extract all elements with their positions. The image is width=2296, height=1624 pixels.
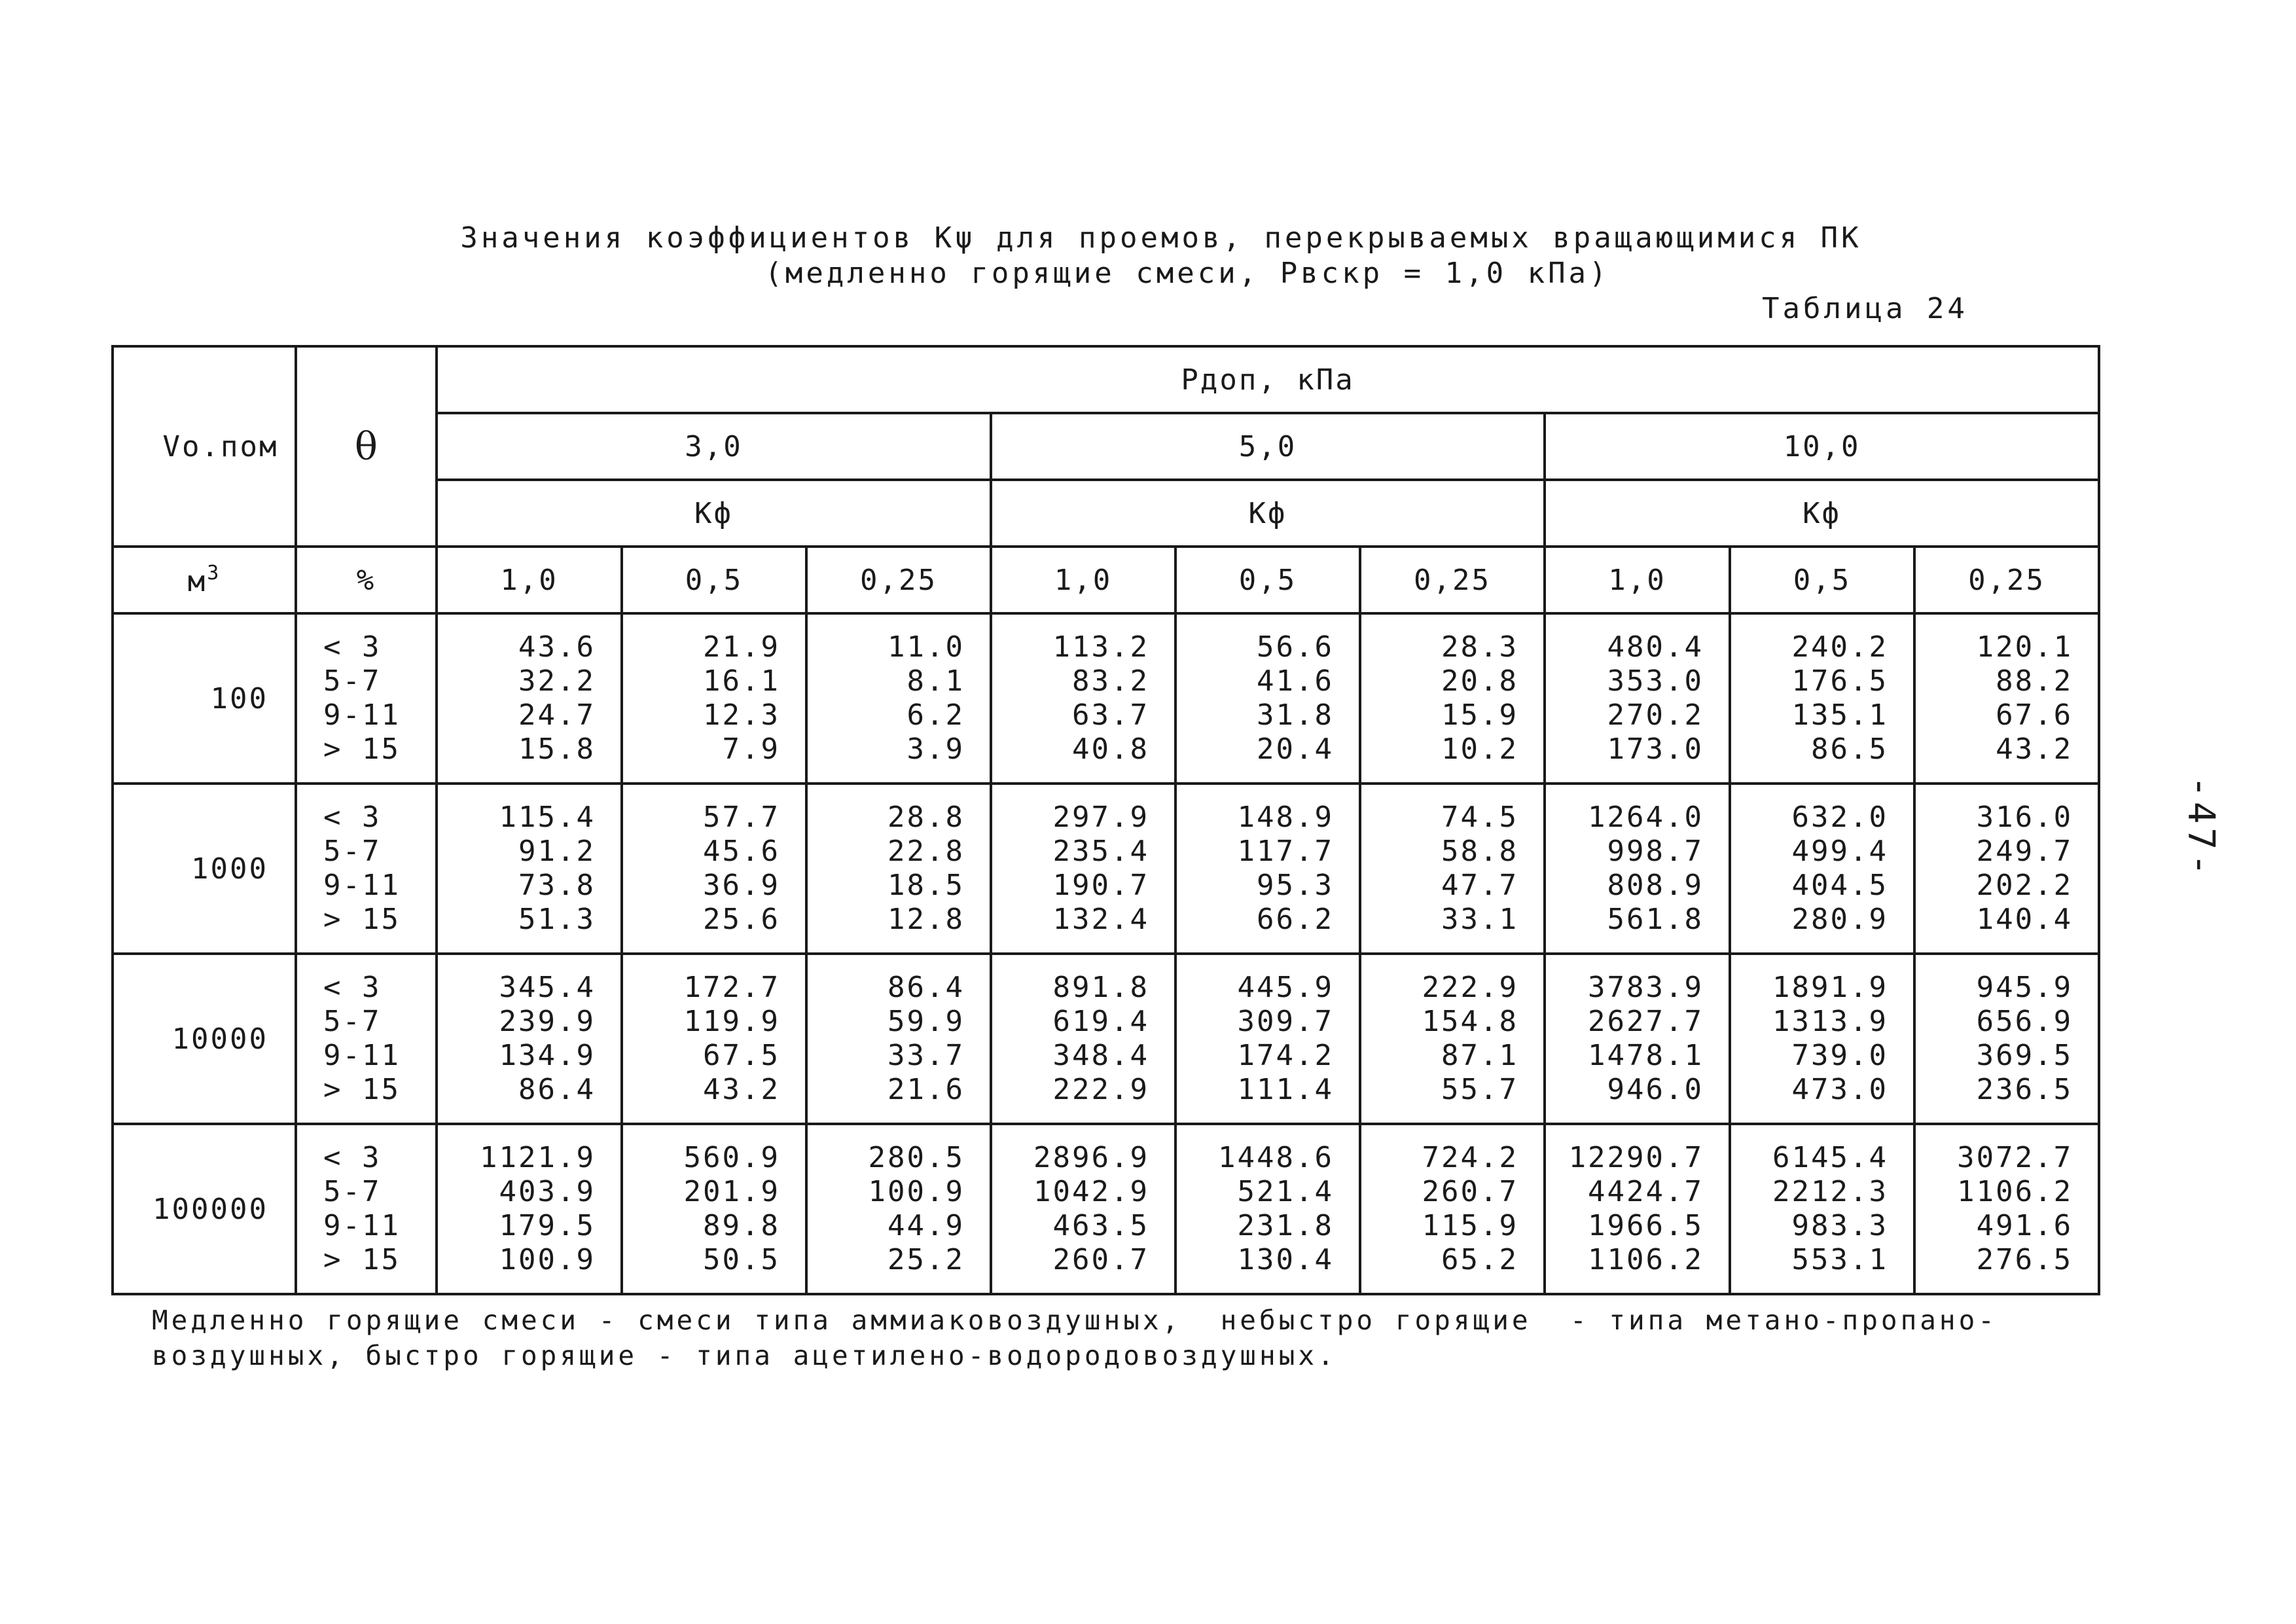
coefficient-value: 201.9	[683, 1175, 780, 1208]
coefficient-value: 111.4	[1237, 1073, 1334, 1106]
coefficient-cell	[1730, 613, 1914, 784]
coefficient-value: 276.5	[1976, 1243, 2073, 1276]
coefficient-value: 7.9	[722, 732, 780, 766]
coefficient-value: 1106.2	[1588, 1243, 1704, 1276]
coefficient-value: 280.9	[1791, 903, 1888, 936]
coefficient-value: 86.4	[888, 971, 965, 1004]
coefficient-value: 73.8	[518, 869, 596, 902]
coefficient-value: 249.7	[1976, 835, 2073, 868]
coefficient-value: 40.8	[1072, 732, 1149, 766]
coefficient-value: 31.8	[1257, 698, 1334, 732]
coefficient-value: 50.5	[703, 1243, 780, 1276]
coefficient-value: 33.7	[888, 1039, 965, 1072]
theta-range: > 15	[323, 1243, 401, 1276]
coefficient-value: 945.9	[1976, 971, 2073, 1004]
coefficient-value: 74.5	[1441, 801, 1518, 834]
volume-value: 1000	[113, 784, 296, 954]
coefficient-value: 724.2	[1422, 1141, 1518, 1174]
coefficient-value: 117.7	[1237, 835, 1334, 868]
coefficient-value: 45.6	[703, 835, 780, 868]
coefficient-value: 15.9	[1441, 698, 1518, 732]
coefficient-value: 1042.9	[1033, 1175, 1149, 1208]
theta-range-cell	[296, 613, 437, 784]
coefficient-value: 25.2	[888, 1243, 965, 1276]
table-number-label: Таблица 24	[1762, 292, 1968, 325]
coefficient-value: 404.5	[1791, 869, 1888, 902]
coefficient-value: 297.9	[1052, 801, 1149, 834]
coefficient-value: 473.0	[1791, 1073, 1888, 1106]
coefficient-value: 134.9	[499, 1039, 596, 1072]
coefficient-value: 1966.5	[1588, 1209, 1704, 1242]
coefficient-cell	[806, 784, 991, 954]
coefficient-value: 4424.7	[1588, 1175, 1704, 1208]
coefficient-value: 270.2	[1607, 698, 1704, 732]
coefficient-value: 235.4	[1052, 835, 1149, 868]
coefficient-cell	[1730, 784, 1914, 954]
coefficient-value: 176.5	[1791, 664, 1888, 698]
coefficient-value: 1121.9	[480, 1141, 596, 1174]
coefficient-value: 190.7	[1052, 869, 1149, 902]
coefficient-value: 120.1	[1976, 630, 2073, 664]
theta-range: 9-11	[323, 869, 401, 902]
coefficient-value: 65.2	[1441, 1243, 1518, 1276]
coefficient-value: 3.9	[906, 732, 965, 766]
volume-unit-header	[113, 547, 296, 613]
coefficient-cell	[1914, 1124, 2099, 1294]
coefficient-value: 22.8	[888, 835, 965, 868]
table-row	[113, 613, 2099, 784]
coefficient-value: 43.2	[1996, 732, 2073, 766]
kf-value-header: 0,5	[1730, 547, 1914, 613]
coefficient-value: 348.4	[1052, 1039, 1149, 1072]
coefficient-value: 32.2	[518, 664, 596, 698]
table-subtitle: (медленно горящие смеси, Рвскр = 1,0 кПа)	[764, 257, 1610, 290]
coefficient-value: 1313.9	[1772, 1005, 1888, 1038]
coefficient-value: 21.6	[888, 1073, 965, 1106]
volume-value: 10000	[113, 954, 296, 1124]
coefficient-value: 739.0	[1791, 1039, 1888, 1072]
coefficient-value: 499.4	[1791, 835, 1888, 868]
kf-value-header: 0,5	[1175, 547, 1360, 613]
coefficient-value: 95.3	[1257, 869, 1334, 902]
coefficient-cell	[1914, 613, 2099, 784]
coefficient-value: 172.7	[683, 971, 780, 1004]
coefficient-value: 3072.7	[1957, 1141, 2073, 1174]
coefficient-value: 240.2	[1791, 630, 1888, 664]
coefficient-value: 173.0	[1607, 732, 1704, 766]
coefficient-value: 12.3	[703, 698, 780, 732]
coefficient-value: 480.4	[1607, 630, 1704, 664]
coefficient-value: 998.7	[1607, 835, 1704, 868]
coefficient-value: 44.9	[888, 1209, 965, 1242]
coefficient-value: 148.9	[1237, 801, 1334, 834]
coefficient-value: 231.8	[1237, 1209, 1334, 1242]
coefficient-value: 463.5	[1052, 1209, 1149, 1242]
coefficient-value: 25.6	[703, 903, 780, 936]
kf-header: Kф	[991, 480, 1545, 547]
coefficient-value: 280.5	[868, 1141, 965, 1174]
coefficient-value: 115.4	[499, 801, 596, 834]
coefficient-value: 66.2	[1257, 903, 1334, 936]
coefficient-value: 1478.1	[1588, 1039, 1704, 1072]
coefficient-value: 89.8	[703, 1209, 780, 1242]
coefficient-cell	[1545, 784, 1730, 954]
coefficient-value: 353.0	[1607, 664, 1704, 698]
theta-header-cell	[296, 346, 437, 547]
coefficient-value: 11.0	[888, 630, 965, 664]
coefficient-value: 6.2	[906, 698, 965, 732]
coefficient-value: 154.8	[1422, 1005, 1518, 1038]
table-row	[113, 784, 2099, 954]
coefficient-value: 100.9	[868, 1175, 965, 1208]
kf-value-header: 0,25	[1360, 547, 1545, 613]
coefficient-value: 1448.6	[1218, 1141, 1334, 1174]
coefficient-value: 41.6	[1257, 664, 1334, 698]
coefficient-value: 12290.7	[1568, 1141, 1704, 1174]
coefficients-table	[111, 345, 2100, 1295]
coefficient-value: 51.3	[518, 903, 596, 936]
theta-range: 9-11	[323, 1039, 401, 1072]
coefficient-value: 58.8	[1441, 835, 1518, 868]
coefficient-value: 946.0	[1607, 1073, 1704, 1106]
coefficient-value: 10.2	[1441, 732, 1518, 766]
coefficient-value: 83.2	[1072, 664, 1149, 698]
coefficient-value: 561.8	[1607, 903, 1704, 936]
coefficient-cell	[1175, 613, 1360, 784]
coefficient-value: 891.8	[1052, 971, 1149, 1004]
kf-value-header: 0,5	[622, 547, 806, 613]
coefficient-value: 2627.7	[1588, 1005, 1704, 1038]
kf-header: Kф	[1545, 480, 2099, 547]
theta-range: 5-7	[323, 1005, 382, 1038]
pressure-header: 3,0	[437, 413, 991, 480]
coefficient-cell	[1545, 954, 1730, 1124]
coefficient-value: 63.7	[1072, 698, 1149, 732]
table-body	[113, 613, 2099, 1294]
footnote	[152, 1303, 2115, 1373]
theta-range: > 15	[323, 903, 401, 936]
coefficient-value: 202.2	[1976, 869, 2073, 902]
theta-range-cell	[296, 784, 437, 954]
coefficient-value: 86.4	[518, 1073, 596, 1106]
coefficient-cell	[806, 613, 991, 784]
theta-range: 9-11	[323, 1209, 401, 1242]
coefficient-cell	[1360, 784, 1545, 954]
coefficient-value: 28.8	[888, 801, 965, 834]
coefficient-value: 43.6	[518, 630, 596, 664]
coefficient-value: 316.0	[1976, 801, 2073, 834]
coefficient-value: 113.2	[1052, 630, 1149, 664]
volume-unit: м	[187, 565, 207, 598]
theta-range: < 3	[323, 630, 382, 664]
coefficient-cell	[1914, 784, 2099, 954]
coefficient-value: 632.0	[1791, 801, 1888, 834]
coefficient-value: 67.5	[703, 1039, 780, 1072]
coefficient-value: 309.7	[1237, 1005, 1334, 1038]
coefficient-cell	[1914, 954, 2099, 1124]
coefficient-value: 445.9	[1237, 971, 1334, 1004]
volume-value: 100000	[113, 1124, 296, 1294]
theta-header: θ	[355, 424, 378, 469]
coefficient-value: 21.9	[703, 630, 780, 664]
coefficient-value: 1106.2	[1957, 1175, 2073, 1208]
coefficient-cell	[1360, 954, 1545, 1124]
footnote-line: Медленно горящие смеси - смеси типа аммиаковоздушных, небыстро горящие - типа метано-пропано-	[152, 1305, 1998, 1336]
coefficient-cell	[1175, 1124, 1360, 1294]
coefficient-value: 119.9	[683, 1005, 780, 1038]
volume-header-cell	[113, 346, 296, 547]
coefficient-value: 236.5	[1976, 1073, 2073, 1106]
theta-range: 5-7	[323, 664, 382, 698]
coefficient-value: 57.7	[703, 801, 780, 834]
coefficient-value: 33.1	[1441, 903, 1518, 936]
coefficient-value: 91.2	[518, 835, 596, 868]
coefficient-value: 174.2	[1237, 1039, 1334, 1072]
theta-range-cell	[296, 1124, 437, 1294]
pressure-header: 10,0	[1545, 413, 2099, 480]
coefficient-cell	[437, 954, 622, 1124]
coefficient-value: 140.4	[1976, 903, 2073, 936]
coefficient-cell	[622, 954, 806, 1124]
coefficient-cell	[991, 1124, 1175, 1294]
coefficient-value: 43.2	[703, 1073, 780, 1106]
coefficient-cell	[991, 784, 1175, 954]
kf-value-header: 1,0	[1545, 547, 1730, 613]
coefficient-value: 8.1	[906, 664, 965, 698]
coefficient-value: 24.7	[518, 698, 596, 732]
coefficient-value: 369.5	[1976, 1039, 2073, 1072]
coefficient-cell	[1545, 613, 1730, 784]
coefficient-value: 20.4	[1257, 732, 1334, 766]
coefficient-value: 135.1	[1791, 698, 1888, 732]
coefficient-value: 1264.0	[1588, 801, 1704, 834]
theta-range: 5-7	[323, 835, 382, 868]
coefficient-value: 20.8	[1441, 664, 1518, 698]
coefficient-cell	[622, 613, 806, 784]
coefficient-value: 3783.9	[1588, 971, 1704, 1004]
kf-value-header: 0,25	[806, 547, 991, 613]
coefficient-cell	[437, 1124, 622, 1294]
coefficient-value: 132.4	[1052, 903, 1149, 936]
coefficient-cell	[437, 784, 622, 954]
coefficient-value: 67.6	[1996, 698, 2073, 732]
coefficient-value: 808.9	[1607, 869, 1704, 902]
kf-value-header: 1,0	[991, 547, 1175, 613]
coefficient-value: 239.9	[499, 1005, 596, 1038]
coefficient-cell	[806, 954, 991, 1124]
percent-header: %	[296, 547, 437, 613]
coefficient-value: 179.5	[499, 1209, 596, 1242]
coefficient-value: 1891.9	[1772, 971, 1888, 1004]
coefficient-value: 18.5	[888, 869, 965, 902]
coefficient-value: 656.9	[1976, 1005, 2073, 1038]
table-row	[113, 954, 2099, 1124]
theta-range: < 3	[323, 1141, 382, 1174]
table-title: Значения коэффициентов Kψ для проемов, перекрываемых вращающимися ПК	[460, 221, 1862, 255]
coefficient-value: 59.9	[888, 1005, 965, 1038]
coefficient-value: 260.7	[1422, 1175, 1518, 1208]
coefficient-value: 521.4	[1237, 1175, 1334, 1208]
coefficient-value: 28.3	[1441, 630, 1518, 664]
coefficient-cell	[806, 1124, 991, 1294]
coefficient-value: 222.9	[1422, 971, 1518, 1004]
coefficient-value: 88.2	[1996, 664, 2073, 698]
coefficient-value: 55.7	[1441, 1073, 1518, 1106]
page-number: -47-	[2179, 776, 2222, 880]
rdop-header: Рдоп, кПа	[437, 346, 2099, 413]
coefficient-cell	[1360, 613, 1545, 784]
coefficient-value: 47.7	[1441, 869, 1518, 902]
coefficient-value: 983.3	[1791, 1209, 1888, 1242]
theta-range: > 15	[323, 1073, 401, 1106]
coefficient-value: 2896.9	[1033, 1141, 1149, 1174]
table-row	[113, 1124, 2099, 1294]
coefficient-cell	[1545, 1124, 1730, 1294]
kf-header: Kф	[437, 480, 991, 547]
coefficient-cell	[1175, 954, 1360, 1124]
coefficient-value: 12.8	[888, 903, 965, 936]
theta-range: < 3	[323, 801, 382, 834]
coefficient-value: 16.1	[703, 664, 780, 698]
coefficient-value: 560.9	[683, 1141, 780, 1174]
coefficient-value: 491.6	[1976, 1209, 2073, 1242]
coefficient-value: 619.4	[1052, 1005, 1149, 1038]
kf-value-header: 1,0	[437, 547, 622, 613]
coefficient-value: 36.9	[703, 869, 780, 902]
volume-unit-exponent: 3	[207, 562, 221, 585]
footnote-line: воздушных, быстро горящие - типа ацетилено-водородовоздушных.	[152, 1340, 1337, 1371]
coefficient-cell	[1175, 784, 1360, 954]
coefficient-value: 86.5	[1811, 732, 1888, 766]
coefficient-value: 2212.3	[1772, 1175, 1888, 1208]
coefficient-value: 130.4	[1237, 1243, 1334, 1276]
coefficient-cell	[622, 784, 806, 954]
coefficient-value: 15.8	[518, 732, 596, 766]
coefficient-cell	[622, 1124, 806, 1294]
coefficient-value: 222.9	[1052, 1073, 1149, 1106]
coefficient-cell	[437, 613, 622, 784]
coefficient-value: 403.9	[499, 1175, 596, 1208]
coefficient-cell	[1360, 1124, 1545, 1294]
theta-range: < 3	[323, 971, 382, 1004]
coefficient-value: 56.6	[1257, 630, 1334, 664]
coefficient-value: 553.1	[1791, 1243, 1888, 1276]
coefficient-value: 115.9	[1422, 1209, 1518, 1242]
theta-range: > 15	[323, 732, 401, 766]
coefficient-cell	[1730, 1124, 1914, 1294]
pressure-header: 5,0	[991, 413, 1545, 480]
theta-range: 5-7	[323, 1175, 382, 1208]
coefficient-cell	[991, 613, 1175, 784]
volume-value: 100	[113, 613, 296, 784]
volume-header: Vo.пом	[162, 429, 279, 463]
theta-range: 9-11	[323, 698, 401, 732]
coefficient-value: 260.7	[1052, 1243, 1149, 1276]
coefficient-value: 100.9	[499, 1243, 596, 1276]
coefficient-cell	[1730, 954, 1914, 1124]
coefficient-value: 345.4	[499, 971, 596, 1004]
coefficient-value: 6145.4	[1772, 1141, 1888, 1174]
kf-value-header: 0,25	[1914, 547, 2099, 613]
theta-range-cell	[296, 954, 437, 1124]
coefficient-value: 87.1	[1441, 1039, 1518, 1072]
coefficient-cell	[991, 954, 1175, 1124]
